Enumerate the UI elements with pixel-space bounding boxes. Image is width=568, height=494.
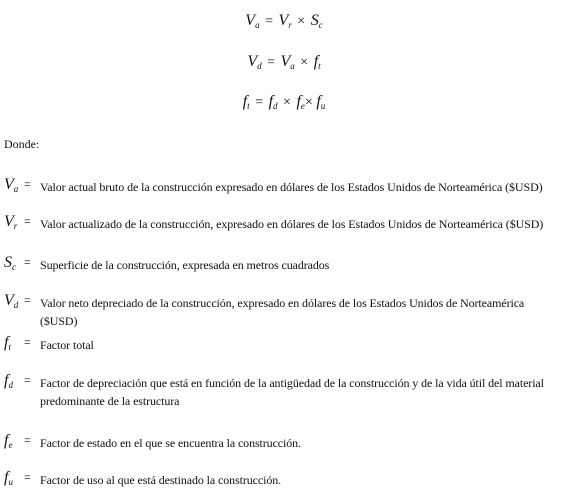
definition-vr-symbol-sub: r — [13, 221, 18, 231]
definition-ft-symbol-letter: f — [4, 334, 9, 351]
definition-sc-symbol-letter: S — [4, 254, 12, 271]
definition-fd-text: Factor de depreciación que está en función de la antigüedad de la construcción y de la vida útil del material predominante de la estructura — [40, 376, 544, 408]
donde-label: Donde: — [4, 137, 40, 151]
formula-vd-equals: = — [267, 55, 276, 70]
definition-vr-symbol — [4, 213, 22, 231]
formula-ft-term3-sub: u — [320, 101, 326, 111]
formula-va-term1-sub: r — [288, 20, 292, 30]
definition-ft-symbol-sub: t — [8, 342, 11, 352]
definition-va-equals: = — [24, 177, 31, 191]
definition-fd-equals: = — [24, 373, 31, 387]
formula-vd-term1-sub: a — [290, 61, 295, 71]
formula-ft-term2-sub: e — [300, 101, 305, 111]
definition-va-text: Valor actual bruto de la construcción expresado en dólares de los Estados Unidos de Norteamérica ($USD) — [40, 180, 543, 194]
definition-vd-symbol — [4, 292, 22, 310]
formula-va-lhs-sub: a — [255, 20, 260, 30]
formula-vd-times: × — [300, 55, 309, 70]
definition-vd-text: Valor neto depreciado de la construcción, expresado en dólares de los Estados Unidos de Norteamérica ($USD) — [40, 296, 525, 328]
definition-ft-symbol — [4, 334, 22, 352]
formula-ft-times-2: × — [304, 95, 313, 110]
formula-ft-times-1: × — [283, 95, 291, 110]
formula-va-term2: S — [310, 12, 319, 29]
formula-vd — [0, 53, 568, 71]
definition-sc-equals: = — [24, 255, 31, 269]
formula-ft-term1-sub: d — [273, 101, 278, 111]
definition-fe-equals: = — [24, 433, 31, 447]
definition-fu-symbol-letter: f — [4, 469, 9, 486]
formula-ft-term1: f — [268, 93, 274, 110]
formula-ft-equals: = — [255, 95, 264, 110]
definition-fe-symbol-letter: f — [4, 432, 9, 449]
formula-ft-lhs: f — [242, 93, 248, 110]
formula-vd-term1: V — [280, 53, 291, 70]
definition-fu-equals: = — [24, 470, 31, 484]
formula-va-term2-sub: c — [318, 20, 323, 30]
formula-va-equals: = — [265, 14, 273, 29]
definition-vr-symbol-letter: V — [4, 213, 14, 230]
definition-fu-symbol — [4, 469, 22, 487]
definition-fe-symbol-sub: e — [8, 440, 13, 450]
formula-va — [0, 12, 568, 30]
formula-ft-term3: f — [316, 93, 321, 110]
definition-fe-text: Factor de estado en el que se encuentra la construcción. — [40, 436, 301, 450]
definition-fe-symbol — [4, 432, 22, 450]
definition-fd-symbol — [4, 372, 22, 390]
formula-va-lhs: V — [245, 12, 256, 29]
definition-sc-text: Superficie de la construcción, expresada en metros cuadrados — [40, 258, 330, 272]
definition-fu-text: Factor de uso al que está destinado la construcción. — [40, 473, 282, 487]
definition-sc-symbol — [4, 254, 22, 272]
definition-ft-text: Factor total — [40, 338, 94, 352]
definition-fu-symbol-sub: u — [8, 477, 13, 487]
definition-fd-symbol-letter: f — [4, 372, 9, 389]
definition-fd-symbol-sub: d — [8, 380, 13, 390]
definition-sc-symbol-sub: c — [12, 262, 16, 272]
definition-vd-equals: = — [24, 293, 31, 307]
definition-va-symbol — [4, 176, 22, 194]
definition-vr-equals: = — [24, 214, 31, 228]
formula-va-times: × — [297, 14, 306, 29]
formula-ft-term2: f — [296, 93, 301, 110]
formula-va-term1: V — [278, 12, 289, 29]
definition-vd-symbol-letter: V — [4, 292, 14, 309]
definition-vd-symbol-sub: d — [13, 300, 19, 310]
formula-ft — [0, 93, 568, 111]
definition-va-symbol-sub: a — [13, 184, 19, 194]
formula-vd-term2: f — [313, 53, 319, 70]
definition-vr-text: Valor actualizado de la construcción, expresado en dólares de los Estados Unidos de Norteamérica ($USD) — [40, 217, 544, 231]
formula-vd-lhs-sub: d — [257, 61, 262, 71]
formula-vd-lhs: V — [247, 53, 258, 70]
definition-ft-equals: = — [24, 335, 31, 349]
formula-vd-term2-sub: t — [318, 61, 321, 71]
formula-ft-lhs-sub: t — [247, 101, 250, 111]
definition-va-symbol-letter: V — [4, 176, 14, 193]
